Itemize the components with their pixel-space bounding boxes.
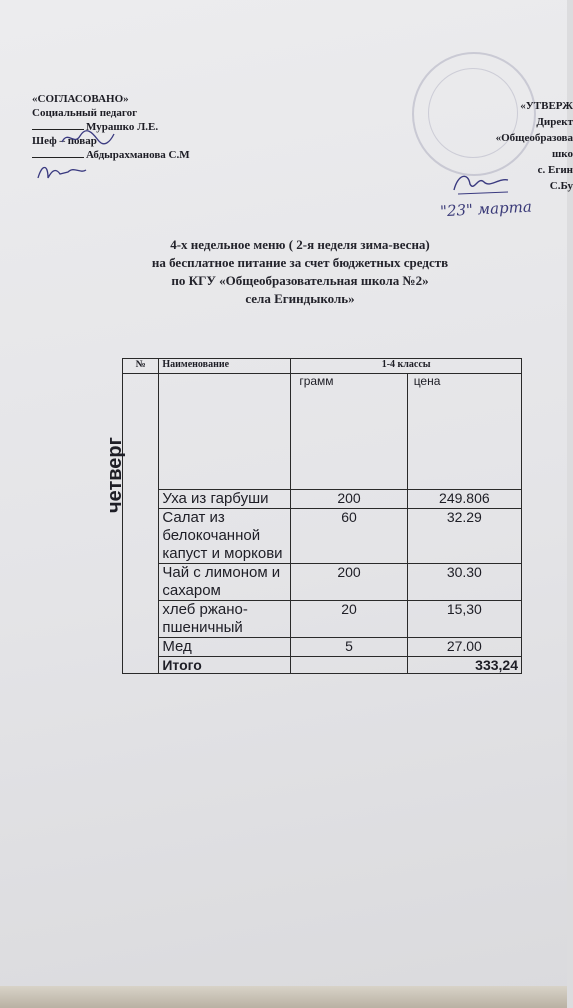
col-class-header: 1-4 классы	[291, 359, 522, 374]
table-row	[123, 490, 522, 509]
dish-price: 30.30	[407, 564, 521, 601]
menu-title	[90, 236, 510, 308]
approval-left-header: «СОГЛАСОВАНО»	[32, 93, 129, 105]
table-total-row	[123, 657, 522, 674]
signature-right	[448, 168, 514, 198]
dish-price: 249.806	[407, 490, 521, 509]
title-line-1: 4-х недельное меню ( 2-я неделя зима-весна)	[170, 237, 430, 252]
dish-name: Чай с лимоном и сахаром	[159, 564, 291, 601]
menu-table	[104, 358, 522, 674]
table-subheader-row	[123, 374, 522, 490]
dish-gram: 5	[291, 638, 407, 657]
day-cell: четверг	[123, 374, 159, 674]
title-line-2: на бесплатное питание за счет бюджетных средств	[151, 255, 449, 270]
dish-gram: 60	[291, 509, 407, 564]
approval-right-role: Директ	[536, 116, 573, 128]
dish-gram: 20	[291, 601, 407, 638]
subheader-empty	[159, 374, 291, 490]
approval-name-chef: Абдырахманова С.М	[86, 149, 190, 161]
approval-role-chef: Шеф – повар	[32, 135, 97, 147]
dish-name: Салат из белокочанной капуст и моркови	[159, 509, 291, 564]
table-header-row	[123, 359, 522, 374]
dish-price: 27.00	[407, 638, 521, 657]
total-spacer	[291, 657, 407, 674]
title-line-3: по КГУ «Общеобразовательная школа №2»	[171, 273, 429, 288]
approval-right-village: с. Егин	[537, 164, 573, 176]
table-row	[123, 509, 522, 564]
table-row	[123, 564, 522, 601]
title-line-4: села Егиндыколь»	[245, 291, 355, 306]
dish-gram: 200	[291, 490, 407, 509]
handwritten-date: "23" марта	[439, 197, 533, 221]
total-value: 333,24	[407, 657, 521, 674]
dish-name: хлеб ржано-пшеничный	[159, 601, 291, 638]
signature-line	[32, 157, 84, 158]
dish-price: 15,30	[407, 601, 521, 638]
approval-role-social: Социальный педагог	[32, 107, 138, 119]
dish-name: Уха из гарбуши	[159, 490, 291, 509]
subheader-gram: грамм	[291, 374, 407, 490]
dish-price: 32.29	[407, 509, 521, 564]
approval-left-block	[32, 92, 190, 162]
signature-left-1	[58, 128, 118, 150]
approval-name-social: Мурашко Л.Е.	[86, 121, 159, 133]
subheader-price: цена	[407, 374, 521, 490]
signature-left-2	[34, 160, 90, 186]
dish-name: Мед	[159, 638, 291, 657]
approval-right-name: С.Бу	[549, 180, 573, 192]
col-name-header: Наименование	[159, 359, 291, 374]
total-label: Итого	[159, 657, 291, 674]
approval-right-org: «Общеобразова	[495, 132, 573, 144]
approval-right-header: «УТВЕРЖ	[520, 100, 573, 112]
table-row	[123, 638, 522, 657]
approval-right-school: шко	[552, 148, 573, 160]
dish-gram: 200	[291, 564, 407, 601]
table-row	[123, 601, 522, 638]
col-number-header: №	[123, 359, 159, 374]
table-surface	[0, 986, 567, 1008]
